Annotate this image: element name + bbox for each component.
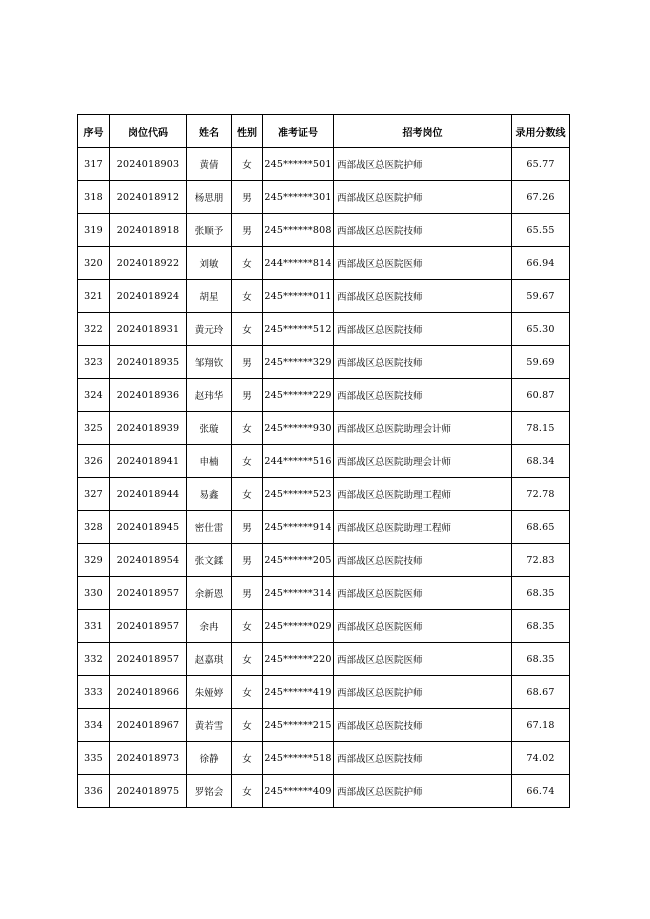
cell-seq: 327 [78, 478, 110, 511]
cell-gender: 男 [232, 346, 263, 379]
cell-recruit-post: 西部战区总医院医师 [334, 610, 512, 643]
cell-ticket-number: 244******814 [263, 247, 334, 280]
table-row [78, 511, 570, 544]
cell-ticket-number: 245******419 [263, 676, 334, 709]
cell-name: 余新恩 [187, 577, 232, 610]
cell-ticket-number: 245******205 [263, 544, 334, 577]
cell-gender: 男 [232, 544, 263, 577]
cell-post-code: 2024018973 [110, 742, 187, 775]
table-row [78, 643, 570, 676]
cell-seq: 331 [78, 610, 110, 643]
cell-ticket-number: 245******029 [263, 610, 334, 643]
table-row [78, 676, 570, 709]
cell-name: 易鑫 [187, 478, 232, 511]
table-row [78, 214, 570, 247]
cell-seq: 323 [78, 346, 110, 379]
cell-recruit-post: 西部战区总医院助理工程师 [334, 478, 512, 511]
header-recruit-post: 招考岗位 [334, 115, 512, 148]
cell-score-line: 68.35 [512, 643, 570, 676]
cell-post-code: 2024018954 [110, 544, 187, 577]
cell-gender: 女 [232, 643, 263, 676]
cell-post-code: 2024018924 [110, 280, 187, 313]
cell-seq: 317 [78, 148, 110, 181]
cell-post-code: 2024018975 [110, 775, 187, 808]
cell-post-code: 2024018903 [110, 148, 187, 181]
cell-post-code: 2024018918 [110, 214, 187, 247]
table-row [78, 148, 570, 181]
cell-post-code: 2024018931 [110, 313, 187, 346]
cell-post-code: 2024018912 [110, 181, 187, 214]
table-row [78, 412, 570, 445]
cell-recruit-post: 西部战区总医院医师 [334, 643, 512, 676]
cell-seq: 322 [78, 313, 110, 346]
cell-score-line: 65.77 [512, 148, 570, 181]
header-ticket-number: 准考证号 [263, 115, 334, 148]
cell-score-line: 68.34 [512, 445, 570, 478]
table-header [78, 115, 570, 148]
cell-seq: 330 [78, 577, 110, 610]
cell-score-line: 65.30 [512, 313, 570, 346]
cell-score-line: 72.83 [512, 544, 570, 577]
cell-seq: 324 [78, 379, 110, 412]
cell-seq: 318 [78, 181, 110, 214]
table-row [78, 610, 570, 643]
cell-gender: 女 [232, 445, 263, 478]
cell-seq: 326 [78, 445, 110, 478]
cell-score-line: 59.67 [512, 280, 570, 313]
cell-name: 赵嘉琪 [187, 643, 232, 676]
cell-ticket-number: 245******409 [263, 775, 334, 808]
table-row [78, 247, 570, 280]
table-row [78, 313, 570, 346]
cell-recruit-post: 西部战区总医院助理工程师 [334, 511, 512, 544]
cell-name: 张璇 [187, 412, 232, 445]
cell-post-code: 2024018939 [110, 412, 187, 445]
cell-name: 张顺予 [187, 214, 232, 247]
cell-ticket-number: 245******229 [263, 379, 334, 412]
header-score-line: 录用分数线 [512, 115, 570, 148]
cell-recruit-post: 西部战区总医院医师 [334, 577, 512, 610]
cell-score-line: 66.74 [512, 775, 570, 808]
cell-name: 邹翔钦 [187, 346, 232, 379]
cell-gender: 男 [232, 379, 263, 412]
cell-ticket-number: 245******215 [263, 709, 334, 742]
cell-recruit-post: 西部战区总医院护师 [334, 181, 512, 214]
cell-post-code: 2024018941 [110, 445, 187, 478]
cell-recruit-post: 西部战区总医院技师 [334, 379, 512, 412]
cell-ticket-number: 245******501 [263, 148, 334, 181]
cell-seq: 336 [78, 775, 110, 808]
cell-gender: 女 [232, 412, 263, 445]
cell-ticket-number: 245******523 [263, 478, 334, 511]
cell-recruit-post: 西部战区总医院护师 [334, 676, 512, 709]
cell-gender: 女 [232, 313, 263, 346]
cell-gender: 男 [232, 181, 263, 214]
cell-post-code: 2024018936 [110, 379, 187, 412]
cell-ticket-number: 245******914 [263, 511, 334, 544]
cell-ticket-number: 245******301 [263, 181, 334, 214]
cell-seq: 335 [78, 742, 110, 775]
cell-score-line: 68.35 [512, 577, 570, 610]
cell-recruit-post: 西部战区总医院技师 [334, 280, 512, 313]
table-row [78, 709, 570, 742]
cell-seq: 333 [78, 676, 110, 709]
table-row [78, 379, 570, 412]
cell-post-code: 2024018957 [110, 577, 187, 610]
cell-recruit-post: 西部战区总医院医师 [334, 247, 512, 280]
cell-name: 刘敏 [187, 247, 232, 280]
cell-ticket-number: 245******329 [263, 346, 334, 379]
cell-name: 罗铭会 [187, 775, 232, 808]
table-row [78, 181, 570, 214]
cell-seq: 319 [78, 214, 110, 247]
cell-ticket-number: 245******518 [263, 742, 334, 775]
cell-recruit-post: 西部战区总医院技师 [334, 742, 512, 775]
cell-post-code: 2024018935 [110, 346, 187, 379]
cell-score-line: 66.94 [512, 247, 570, 280]
cell-score-line: 72.78 [512, 478, 570, 511]
admission-score-table [77, 114, 570, 808]
cell-seq: 334 [78, 709, 110, 742]
cell-score-line: 78.15 [512, 412, 570, 445]
cell-ticket-number: 245******930 [263, 412, 334, 445]
table-row [78, 544, 570, 577]
cell-gender: 女 [232, 610, 263, 643]
cell-recruit-post: 西部战区总医院技师 [334, 214, 512, 247]
cell-gender: 女 [232, 742, 263, 775]
cell-ticket-number: 245******808 [263, 214, 334, 247]
table-row [78, 775, 570, 808]
cell-gender: 女 [232, 478, 263, 511]
cell-recruit-post: 西部战区总医院技师 [334, 709, 512, 742]
cell-gender: 女 [232, 148, 263, 181]
cell-score-line: 74.02 [512, 742, 570, 775]
cell-recruit-post: 西部战区总医院助理会计师 [334, 412, 512, 445]
cell-post-code: 2024018944 [110, 478, 187, 511]
cell-gender: 女 [232, 676, 263, 709]
cell-score-line: 59.69 [512, 346, 570, 379]
cell-score-line: 67.18 [512, 709, 570, 742]
header-row [78, 115, 570, 148]
cell-post-code: 2024018967 [110, 709, 187, 742]
table-row [78, 346, 570, 379]
cell-name: 密仕雷 [187, 511, 232, 544]
cell-recruit-post: 西部战区总医院技师 [334, 313, 512, 346]
cell-score-line: 68.65 [512, 511, 570, 544]
cell-recruit-post: 西部战区总医院护师 [334, 148, 512, 181]
cell-gender: 女 [232, 775, 263, 808]
table-body [78, 148, 570, 808]
cell-recruit-post: 西部战区总医院助理会计师 [334, 445, 512, 478]
cell-score-line: 68.35 [512, 610, 570, 643]
table-row [78, 280, 570, 313]
cell-seq: 325 [78, 412, 110, 445]
header-name: 姓名 [187, 115, 232, 148]
cell-gender: 男 [232, 511, 263, 544]
cell-gender: 女 [232, 280, 263, 313]
cell-gender: 男 [232, 577, 263, 610]
table-row [78, 478, 570, 511]
cell-ticket-number: 245******314 [263, 577, 334, 610]
cell-seq: 328 [78, 511, 110, 544]
cell-score-line: 65.55 [512, 214, 570, 247]
cell-gender: 男 [232, 214, 263, 247]
cell-name: 余冉 [187, 610, 232, 643]
cell-seq: 329 [78, 544, 110, 577]
cell-ticket-number: 244******516 [263, 445, 334, 478]
cell-name: 徐静 [187, 742, 232, 775]
cell-score-line: 60.87 [512, 379, 570, 412]
cell-seq: 321 [78, 280, 110, 313]
cell-name: 胡星 [187, 280, 232, 313]
cell-ticket-number: 245******011 [263, 280, 334, 313]
table-row [78, 577, 570, 610]
cell-post-code: 2024018966 [110, 676, 187, 709]
cell-name: 申楠 [187, 445, 232, 478]
cell-ticket-number: 245******220 [263, 643, 334, 676]
cell-name: 朱娅婷 [187, 676, 232, 709]
cell-gender: 女 [232, 709, 263, 742]
cell-seq: 320 [78, 247, 110, 280]
cell-recruit-post: 西部战区总医院技师 [334, 544, 512, 577]
cell-ticket-number: 245******512 [263, 313, 334, 346]
header-gender: 性别 [232, 115, 263, 148]
cell-seq: 332 [78, 643, 110, 676]
cell-score-line: 68.67 [512, 676, 570, 709]
cell-score-line: 67.26 [512, 181, 570, 214]
cell-post-code: 2024018957 [110, 610, 187, 643]
cell-name: 黄元玲 [187, 313, 232, 346]
table-row [78, 445, 570, 478]
table-row [78, 742, 570, 775]
cell-gender: 女 [232, 247, 263, 280]
cell-name: 黄倩 [187, 148, 232, 181]
cell-post-code: 2024018922 [110, 247, 187, 280]
cell-name: 赵玮华 [187, 379, 232, 412]
header-post-code: 岗位代码 [110, 115, 187, 148]
cell-name: 张文鍒 [187, 544, 232, 577]
cell-name: 黄若雪 [187, 709, 232, 742]
cell-recruit-post: 西部战区总医院护师 [334, 775, 512, 808]
cell-post-code: 2024018945 [110, 511, 187, 544]
cell-name: 杨思朋 [187, 181, 232, 214]
cell-post-code: 2024018957 [110, 643, 187, 676]
cell-recruit-post: 西部战区总医院技师 [334, 346, 512, 379]
header-seq: 序号 [78, 115, 110, 148]
